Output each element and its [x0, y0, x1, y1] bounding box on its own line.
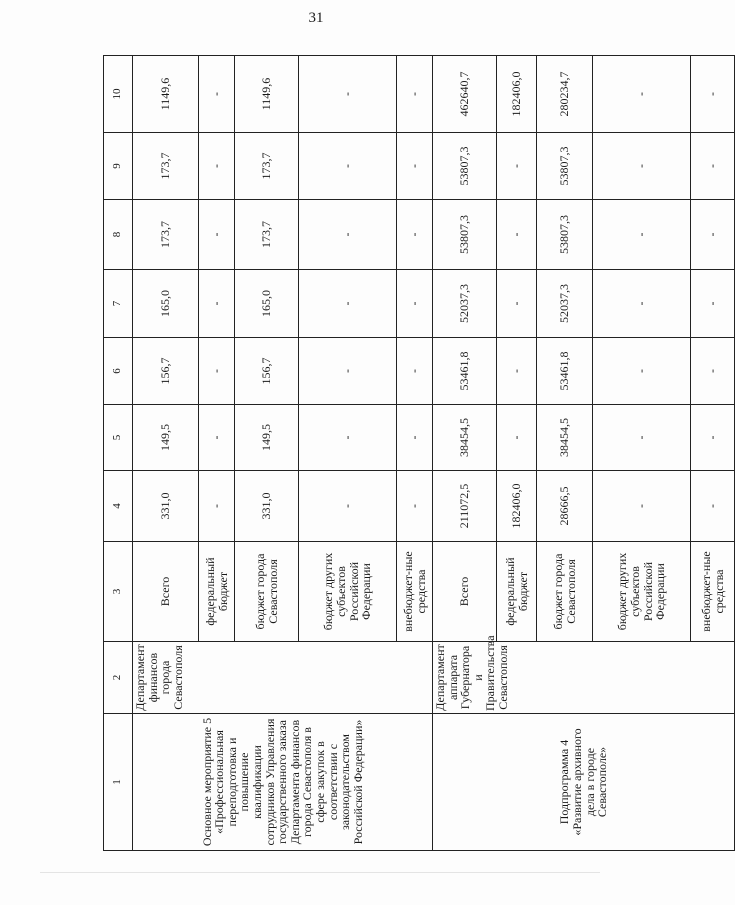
- header-cell: 6: [104, 338, 133, 405]
- value-cell: -: [299, 405, 397, 471]
- value-cell: -: [397, 133, 433, 200]
- value-cell: 156,7: [235, 338, 299, 405]
- value-cell: 182406,0: [497, 56, 537, 133]
- header-cell: 9: [104, 133, 133, 200]
- value-cell: -: [397, 270, 433, 338]
- value-cell: 173,7: [133, 133, 199, 200]
- value-cell: -: [299, 338, 397, 405]
- value-cell: -: [691, 56, 735, 133]
- value-cell: -: [397, 200, 433, 270]
- value-cell: 165,0: [235, 270, 299, 338]
- value-cell: -: [593, 338, 691, 405]
- value-cell: -: [299, 133, 397, 200]
- funding-source-cell: внебюджет-ные средства: [691, 542, 735, 642]
- table-row: [433, 56, 497, 851]
- header-row: [104, 56, 133, 851]
- value-cell: 53461,8: [537, 338, 593, 405]
- value-cell: 53807,3: [433, 133, 497, 200]
- value-cell: -: [299, 200, 397, 270]
- value-cell: 331,0: [235, 471, 299, 542]
- funding-source-cell: внебюджет-ные средства: [397, 542, 433, 642]
- header-cell: 5: [104, 405, 133, 471]
- value-cell: 182406,0: [497, 471, 537, 542]
- value-cell: 156,7: [133, 338, 199, 405]
- value-cell: -: [691, 133, 735, 200]
- value-cell: -: [497, 133, 537, 200]
- value-cell: 53807,3: [537, 133, 593, 200]
- value-cell: -: [593, 56, 691, 133]
- program-name-cell: Подпрограмма 4 «Развитие архивного дела в городе Севастополе»: [433, 714, 735, 851]
- header-cell: 2: [104, 642, 133, 714]
- value-cell: -: [497, 405, 537, 471]
- value-cell: -: [199, 56, 235, 133]
- value-cell: 38454,5: [433, 405, 497, 471]
- value-cell: -: [497, 338, 537, 405]
- value-cell: 149,5: [235, 405, 299, 471]
- value-cell: 173,7: [235, 200, 299, 270]
- value-cell: -: [397, 56, 433, 133]
- header-cell: 4: [104, 471, 133, 542]
- funding-source-cell: бюджет других субъектов Российской Федерации: [299, 542, 397, 642]
- value-cell: 173,7: [133, 200, 199, 270]
- value-cell: -: [593, 133, 691, 200]
- value-cell: -: [691, 270, 735, 338]
- funding-source-cell: федеральный бюджет: [497, 542, 537, 642]
- value-cell: -: [299, 56, 397, 133]
- funding-source-cell: бюджет других субъектов Российской Федерации: [593, 542, 691, 642]
- value-cell: 52037,3: [433, 270, 497, 338]
- value-cell: 462640,7: [433, 56, 497, 133]
- header-cell: 7: [104, 270, 133, 338]
- value-cell: -: [199, 133, 235, 200]
- funding-source-cell: бюджет города Севастополя: [537, 542, 593, 642]
- funding-source-cell: Всего: [133, 542, 199, 642]
- header-cell: 1: [104, 714, 133, 851]
- value-cell: -: [691, 200, 735, 270]
- value-cell: -: [593, 270, 691, 338]
- executor-cell: Департамент финансов города Севастополя: [133, 642, 433, 714]
- value-cell: -: [199, 200, 235, 270]
- value-cell: 52037,3: [537, 270, 593, 338]
- value-cell: 331,0: [133, 471, 199, 542]
- value-cell: -: [593, 471, 691, 542]
- funding-source-cell: бюджет города Севастополя: [235, 542, 299, 642]
- funding-source-cell: федеральный бюджет: [199, 542, 235, 642]
- value-cell: -: [397, 338, 433, 405]
- value-cell: 1149,6: [133, 56, 199, 133]
- value-cell: 280234,7: [537, 56, 593, 133]
- value-cell: 149,5: [133, 405, 199, 471]
- value-cell: -: [691, 471, 735, 542]
- value-cell: -: [199, 270, 235, 338]
- value-cell: 165,0: [133, 270, 199, 338]
- funding-source-cell: Всего: [433, 542, 497, 642]
- value-cell: -: [497, 270, 537, 338]
- table-row: [133, 56, 199, 851]
- value-cell: -: [199, 338, 235, 405]
- executor-cell: Департамент аппарата Губернатора и Правительства Севастополя: [433, 642, 735, 714]
- header-cell: 8: [104, 200, 133, 270]
- budget-table: [103, 55, 735, 851]
- value-cell: 211072,5: [433, 471, 497, 542]
- value-cell: 53807,3: [537, 200, 593, 270]
- rotated-table-wrapper: [103, 56, 726, 851]
- header-cell: 3: [104, 542, 133, 642]
- value-cell: 53461,8: [433, 338, 497, 405]
- value-cell: -: [397, 405, 433, 471]
- value-cell: -: [299, 270, 397, 338]
- value-cell: 38454,5: [537, 405, 593, 471]
- value-cell: -: [199, 471, 235, 542]
- value-cell: 28666,5: [537, 471, 593, 542]
- value-cell: -: [397, 471, 433, 542]
- value-cell: -: [199, 405, 235, 471]
- value-cell: -: [497, 200, 537, 270]
- value-cell: -: [593, 405, 691, 471]
- program-name-cell: Основное мероприятие 5 «Профессиональная переподготовка и повышение квалификации сотрудников Управления государственного заказа Департамента финансов города Севастополя в сфере закупок в соответствии с законодательством Российской Федерации»: [133, 714, 433, 851]
- value-cell: 173,7: [235, 133, 299, 200]
- value-cell: -: [691, 338, 735, 405]
- value-cell: -: [691, 405, 735, 471]
- value-cell: -: [299, 471, 397, 542]
- value-cell: 53807,3: [433, 200, 497, 270]
- value-cell: 1149,6: [235, 56, 299, 133]
- header-cell: 10: [104, 56, 133, 133]
- value-cell: -: [593, 200, 691, 270]
- page-number: 31: [308, 10, 324, 26]
- scan-edge-line: [40, 872, 600, 873]
